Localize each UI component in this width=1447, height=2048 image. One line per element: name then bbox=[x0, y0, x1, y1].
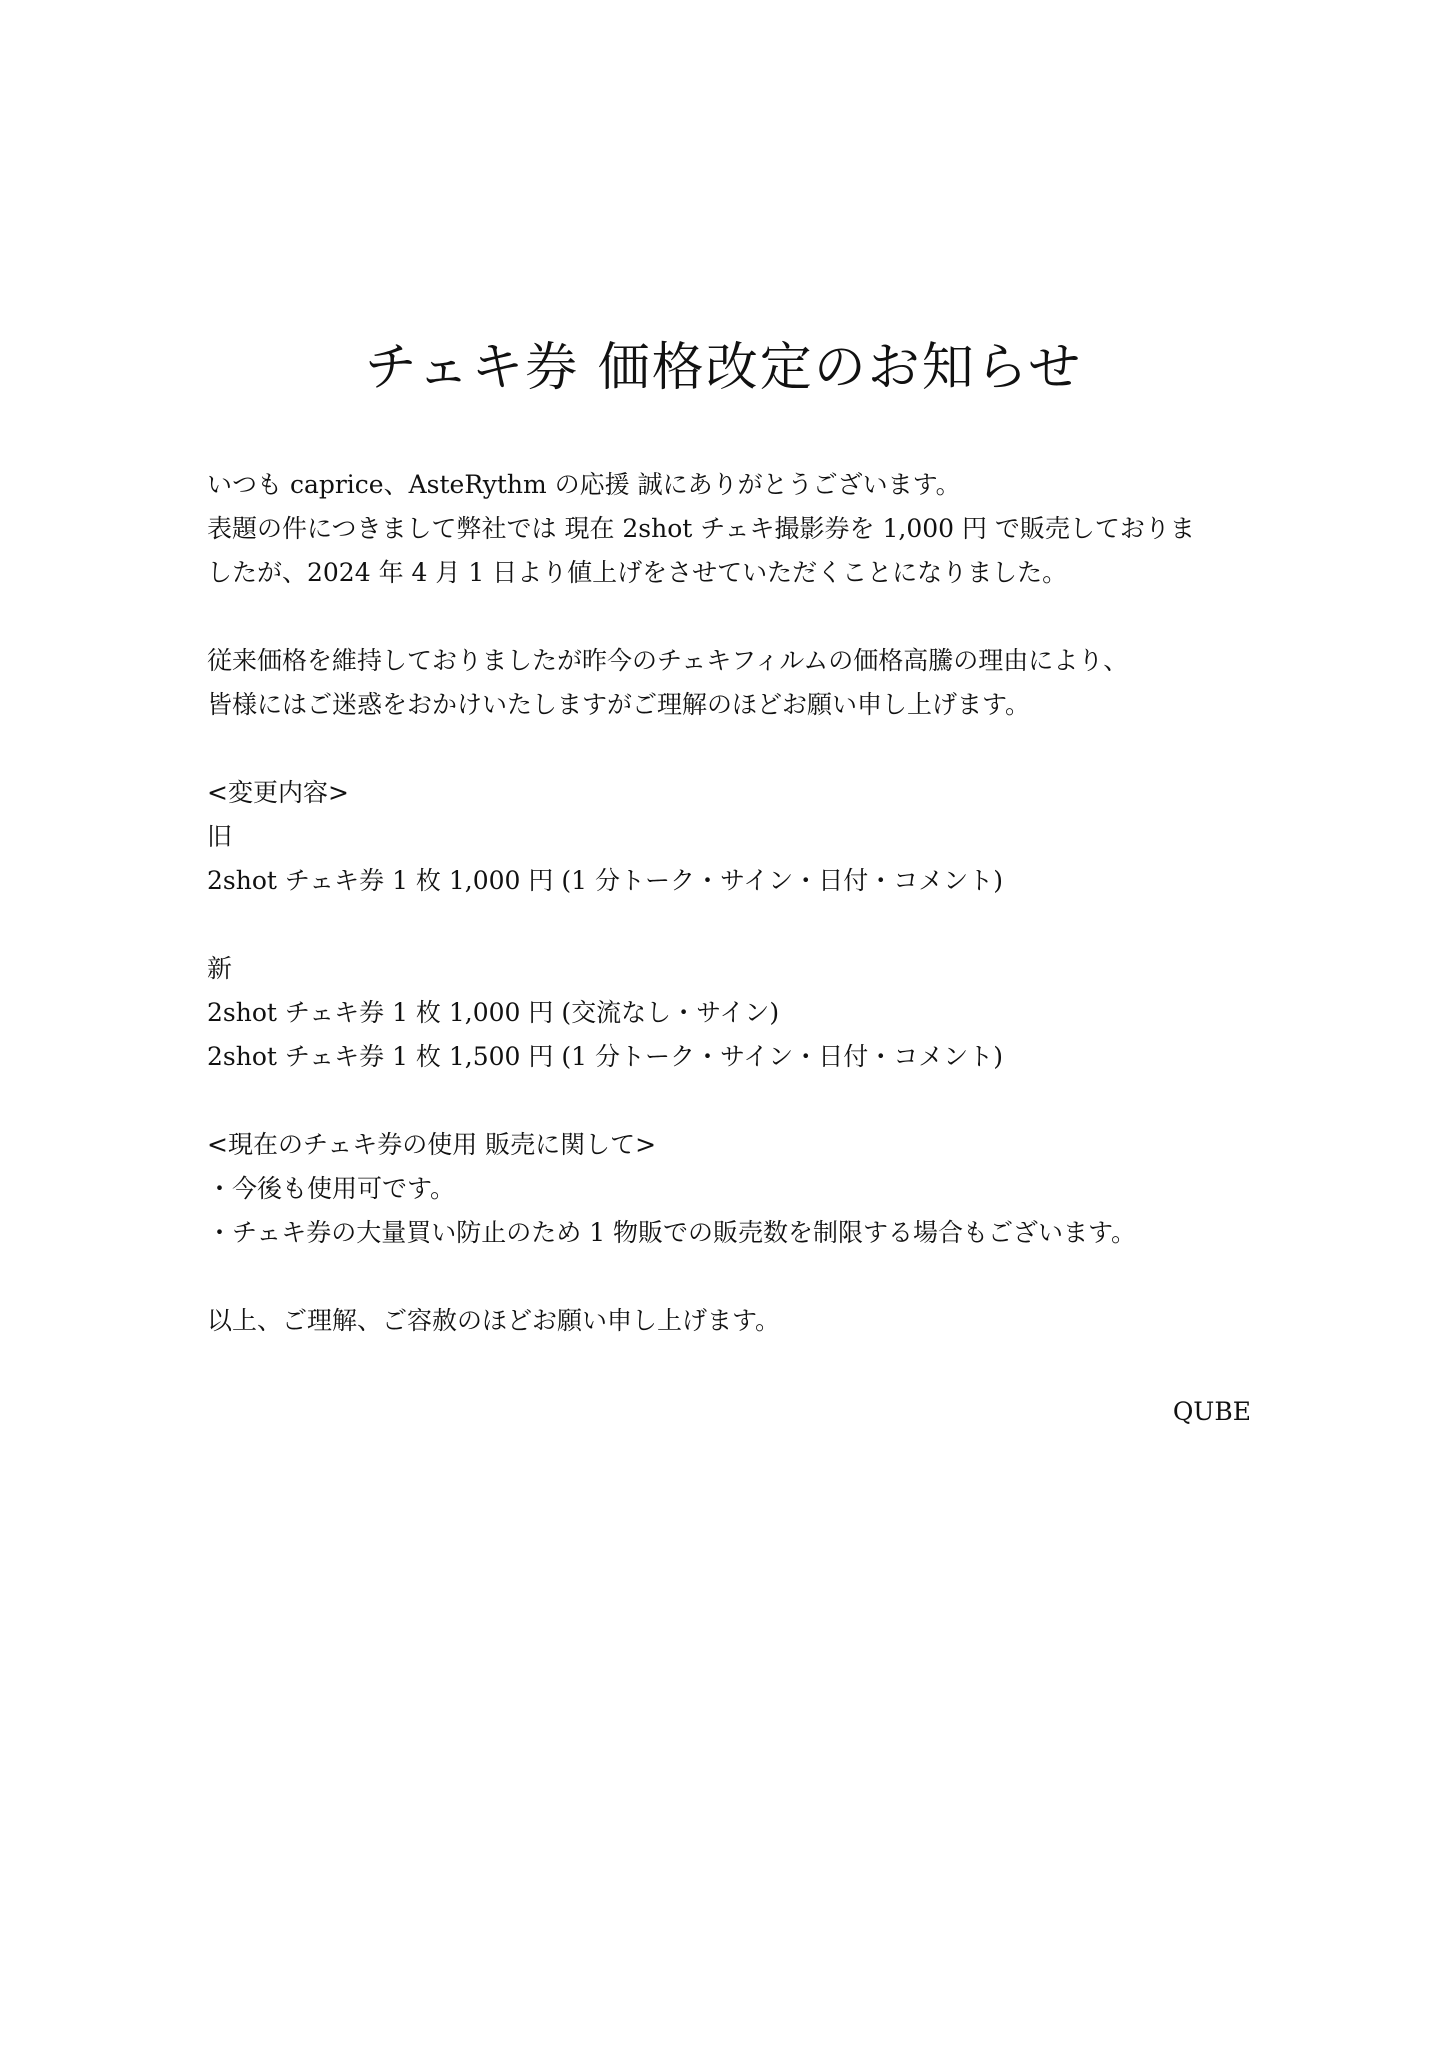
paragraph-gap bbox=[207, 727, 1257, 771]
reason-line-1: 従来価格を維持しておりましたが昨今のチェキフィルムの価格高騰の理由により、 bbox=[207, 646, 1129, 675]
old-price-item-1: 2shot チェキ券 1 枚 1,000 円 (1 分トーク・サイン・日付・コメント) bbox=[207, 866, 1003, 895]
paragraph-gap bbox=[207, 1255, 1257, 1299]
new-price-item-2: 2shot チェキ券 1 枚 1,500 円 (1 分トーク・サイン・日付・コメント) bbox=[207, 1042, 1003, 1071]
intro-line-1: いつも caprice、AsteRythm の応援 誠にありがとうございます。 bbox=[207, 470, 961, 499]
intro-line-3: したが、2024 年 4 月 1 日より値上げをさせていただくことになりました。 bbox=[207, 558, 1068, 587]
current-tickets-heading: <現在のチェキ券の使用 販売に関して> bbox=[207, 1130, 657, 1159]
paragraph-gap bbox=[207, 595, 1257, 639]
new-price-label: 新 bbox=[207, 954, 233, 983]
document-body bbox=[207, 463, 1257, 1343]
old-price-label: 旧 bbox=[207, 822, 233, 851]
current-tickets-item-1: ・今後も使用可です。 bbox=[207, 1174, 456, 1203]
intro-line-2: 表題の件につきまして弊社では 現在 2shot チェキ撮影券を 1,000 円 で販売しておりま bbox=[207, 514, 1195, 543]
paragraph-gap bbox=[207, 1079, 1257, 1123]
new-price-item-1: 2shot チェキ券 1 枚 1,000 円 (交流なし・サイン) bbox=[207, 998, 780, 1027]
changes-heading: <変更内容> bbox=[207, 778, 349, 807]
reason-line-2: 皆様にはご迷惑をおかけいたしますがご理解のほどお願い申し上げます。 bbox=[207, 690, 1031, 719]
current-tickets-item-2: ・チェキ券の大量買い防止のため 1 物販での販売数を制限する場合もございます。 bbox=[207, 1218, 1137, 1247]
signature: QUBE bbox=[1172, 1397, 1251, 1426]
document-title: チェキ券 価格改定のお知らせ bbox=[364, 338, 1083, 398]
paragraph-gap bbox=[207, 903, 1257, 947]
closing-line: 以上、ご理解、ご容赦のほどお願い申し上げます。 bbox=[207, 1306, 781, 1335]
